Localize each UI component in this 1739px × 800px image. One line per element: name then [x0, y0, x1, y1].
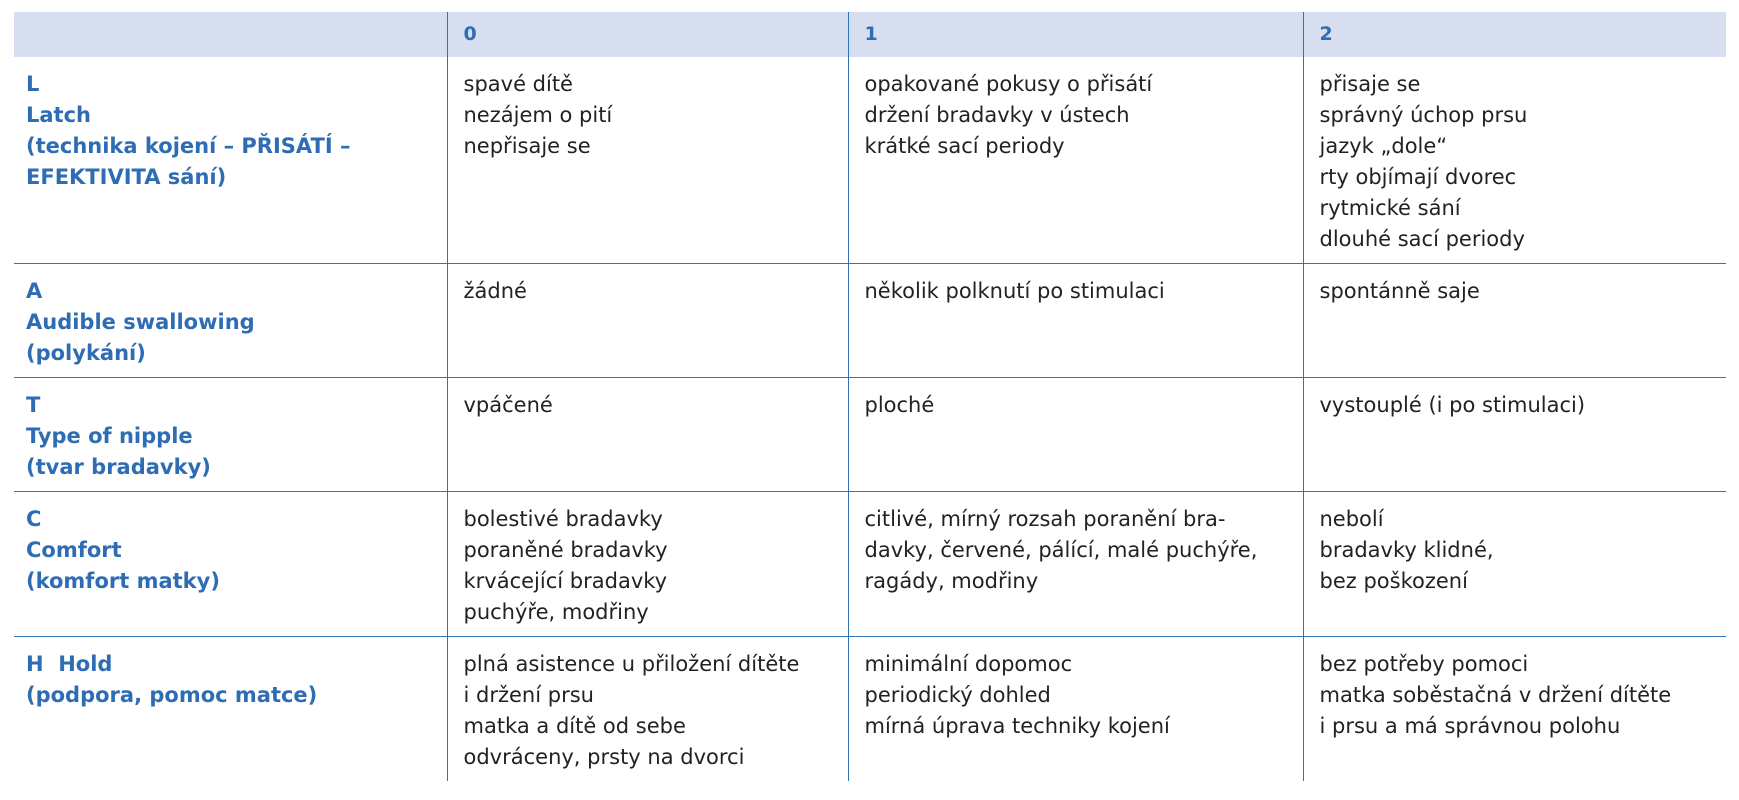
label-line: L	[26, 72, 40, 96]
cell-line: spontánně saje	[1319, 279, 1480, 303]
cell-line: odvráceny, prsty na dvorci	[463, 745, 745, 769]
cell-line: vystouplé (i po stimulaci)	[1319, 393, 1586, 417]
table-row-latch	[14, 57, 1726, 264]
table-row-comfort	[14, 492, 1726, 637]
label-line: Comfort	[26, 538, 122, 562]
criterion-label	[14, 637, 447, 782]
cell-line: citlivé, mírný rozsah poranění bra-	[864, 507, 1226, 531]
label-line: (polykání)	[26, 341, 146, 365]
label-line: (komfort matky)	[26, 569, 220, 593]
header-criterion	[14, 12, 447, 57]
cell-line: rytmické sání	[1319, 196, 1461, 220]
cell-line: vpáčené	[463, 393, 553, 417]
cell-line: žádné	[463, 279, 527, 303]
cell-line: matka a dítě od sebe	[463, 714, 686, 738]
table-row-type-of-nipple	[14, 378, 1726, 492]
label-line: (technika kojení – PŘISÁTÍ –	[26, 134, 351, 158]
criterion-label	[14, 264, 447, 378]
score-0-cell	[447, 264, 848, 378]
score-0-cell	[447, 378, 848, 492]
header-row	[14, 12, 1726, 57]
cell-line: přisaje se	[1319, 72, 1421, 96]
cell-line: opakované pokusy o přisátí	[864, 72, 1153, 96]
cell-line: bolestivé bradavky	[463, 507, 663, 531]
cell-line: krvácející bradavky	[463, 569, 668, 593]
cell-line: dlouhé sací periody	[1319, 227, 1525, 251]
score-1-cell	[848, 57, 1303, 264]
cell-line: ragády, modřiny	[864, 569, 1039, 593]
header-score-0: 0	[447, 12, 848, 57]
cell-line: krátké sací periody	[864, 134, 1065, 158]
criterion-label	[14, 492, 447, 637]
score-0-cell	[447, 637, 848, 782]
score-0-cell	[447, 492, 848, 637]
label-line: (tvar bradavky)	[26, 455, 211, 479]
score-2-cell	[1303, 378, 1726, 492]
label-line: H Hold	[26, 652, 113, 676]
cell-line: minimální dopomoc	[864, 652, 1073, 676]
cell-line: spavé dítě	[463, 72, 573, 96]
header-score-1: 1	[848, 12, 1303, 57]
cell-line: bez potřeby pomoci	[1319, 652, 1529, 676]
cell-line: správný úchop prsu	[1319, 103, 1528, 127]
cell-line: periodický dohled	[864, 683, 1051, 707]
score-0-cell	[447, 57, 848, 264]
cell-line: několik polknutí po stimulaci	[864, 279, 1165, 303]
score-2-cell	[1303, 264, 1726, 378]
cell-line: poraněné bradavky	[463, 538, 668, 562]
score-1-cell	[848, 264, 1303, 378]
label-line: A	[26, 279, 43, 303]
cell-line: i držení prsu	[463, 683, 594, 707]
score-2-cell	[1303, 637, 1726, 782]
score-1-cell	[848, 492, 1303, 637]
table-row-hold	[14, 637, 1726, 782]
score-2-cell	[1303, 492, 1726, 637]
cell-line: matka soběstačná v držení dítěte	[1319, 683, 1672, 707]
label-line: Latch	[26, 103, 91, 127]
cell-line: mírná úprava techniky kojení	[864, 714, 1170, 738]
cell-line: bez poškození	[1319, 569, 1468, 593]
table-row-audible-swallowing	[14, 264, 1726, 378]
cell-line: držení bradavky v ústech	[864, 103, 1130, 127]
label-line: (podpora, pomoc matce)	[26, 683, 318, 707]
label-line: Audible swallowing	[26, 310, 255, 334]
cell-line: i prsu a má správnou polohu	[1319, 714, 1621, 738]
score-2-cell	[1303, 57, 1726, 264]
cell-line: plná asistence u přiložení dítěte	[463, 652, 800, 676]
label-line: EFEKTIVITA sání)	[26, 165, 227, 189]
label-line: C	[26, 507, 42, 531]
criterion-label	[14, 57, 447, 264]
cell-line: bradavky klidné,	[1319, 538, 1494, 562]
criterion-label	[14, 378, 447, 492]
cell-line: jazyk „dole“	[1319, 134, 1448, 158]
score-1-cell	[848, 637, 1303, 782]
cell-line: davky, červené, pálící, malé puchýře,	[864, 538, 1258, 562]
cell-line: rty objímají dvorec	[1319, 165, 1517, 189]
cell-line: nepřisaje se	[463, 134, 591, 158]
cell-line: nezájem o pití	[463, 103, 613, 127]
cell-line: ploché	[864, 393, 935, 417]
label-line: T	[26, 393, 41, 417]
cell-line: nebolí	[1319, 507, 1384, 531]
header-score-2: 2	[1303, 12, 1726, 57]
latch-score-table	[14, 12, 1726, 781]
cell-line: puchýře, modřiny	[463, 600, 649, 624]
score-1-cell	[848, 378, 1303, 492]
label-line: Type of nipple	[26, 424, 193, 448]
